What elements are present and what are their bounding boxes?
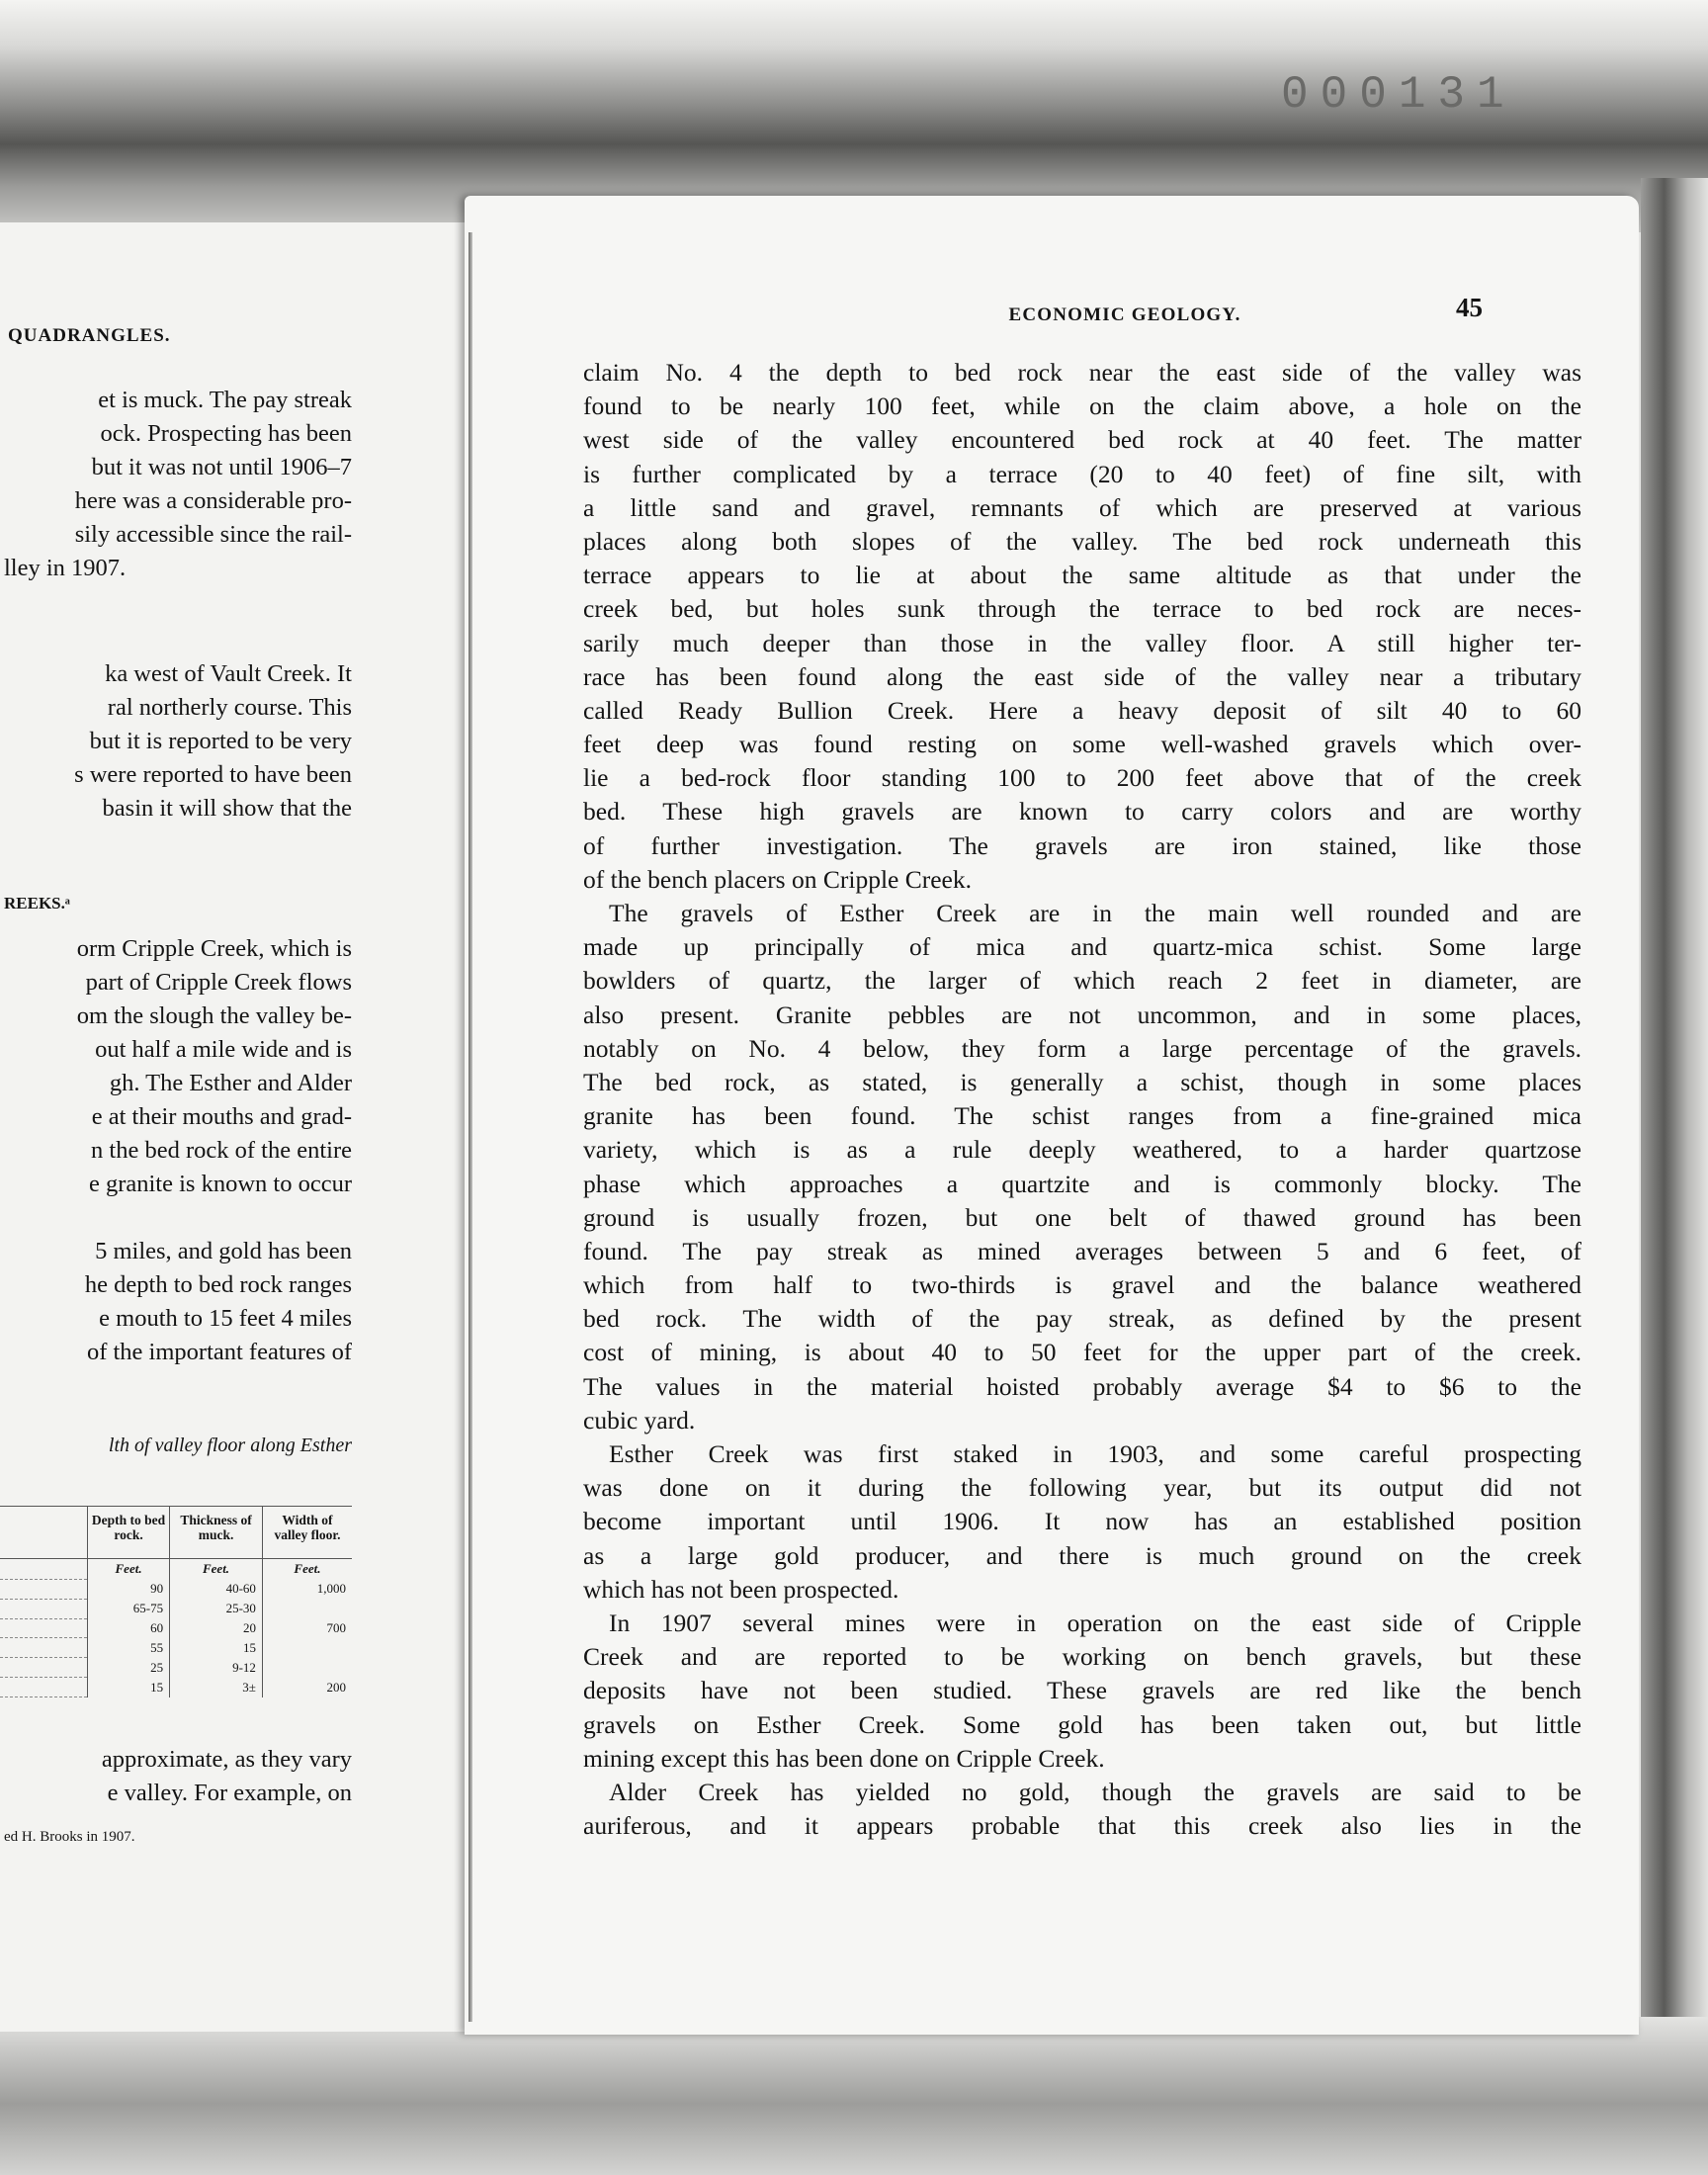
body-text-line: cost of mining, is about 40 to 50 feet for the upper part of the creek. <box>583 1338 1581 1367</box>
left-text-line: here was a considerable pro- <box>74 487 352 514</box>
body-text-line: creek bed, but holes sunk through the terrace to bed rock are neces- <box>583 594 1581 624</box>
table-dots <box>0 1599 88 1618</box>
left-footnote: ed H. Brooks in 1907. <box>4 1829 135 1845</box>
left-text-line: ral northerly course. This <box>107 694 352 721</box>
depth-table <box>0 1506 352 1697</box>
left-section-heading: REEKS.ᵃ <box>4 894 70 913</box>
page-gutter <box>469 232 472 2022</box>
left-text-line: part of Cripple Creek flows <box>85 969 352 996</box>
body-text-line: race has been found along the east side of the valley near a tributary <box>583 661 1581 691</box>
table-cell: 55 <box>88 1638 170 1658</box>
left-text-line: but it was not until 1906–7 <box>91 454 352 480</box>
table-cell: 1,000 <box>262 1579 352 1599</box>
body-text-line: sarily much deeper than those in the valley floor. A still higher ter- <box>583 628 1581 657</box>
body-text-line: lie a bed-rock floor standing 100 to 200 feet above that of the creek <box>583 763 1581 793</box>
table-caption: lth of valley floor along Esther <box>108 1435 352 1456</box>
table-cell: 20 <box>170 1618 263 1638</box>
table-header: Depth to bed rock. <box>88 1507 170 1559</box>
left-text-line: s were reported to have been <box>74 761 352 788</box>
body-text-line: which has not been prospected. <box>583 1574 899 1604</box>
body-text-line: also present. Granite pebbles are not uncommon, and in some places, <box>583 1000 1581 1029</box>
left-text-line: lley in 1907. <box>4 555 127 581</box>
body-text-line: was done on it during the following year, but its output did not <box>583 1473 1581 1503</box>
table-cell <box>262 1638 352 1658</box>
table-cell: 65-75 <box>88 1599 170 1618</box>
table-dots <box>0 1579 88 1599</box>
right-running-head: ECONOMIC GEOLOGY. <box>1008 304 1241 325</box>
table-unit: Feet. <box>262 1559 352 1579</box>
body-text-line: which from half to two-thirds is gravel and the balance weathered <box>583 1270 1581 1300</box>
body-text-line: called Ready Bullion Creek. Here a heavy deposit of silt 40 to 60 <box>583 695 1581 725</box>
table-dots <box>0 1559 88 1579</box>
table-unit: Feet. <box>88 1559 170 1579</box>
body-text-line: ground is usually frozen, but one belt of thawed ground has been <box>583 1202 1581 1232</box>
body-text-line: phase which approaches a quartzite and is commonly blocky. The <box>583 1169 1581 1198</box>
left-text-line: om the slough the valley be- <box>76 1002 352 1029</box>
left-text-line: gh. The Esther and Alder <box>109 1070 352 1096</box>
page-stamp: 000131 <box>1281 69 1516 121</box>
table-cell <box>262 1658 352 1678</box>
body-text-line: as a large gold producer, and there is much ground on the creek <box>583 1540 1581 1570</box>
table-row <box>0 1618 352 1638</box>
body-text-line: places along both slopes of the valley. The bed rock underneath this <box>583 526 1581 556</box>
left-text-line: basin it will show that the <box>102 795 352 822</box>
table-cell: 25 <box>88 1658 170 1678</box>
scan-shadow-bottom <box>0 2017 1708 2175</box>
table-cell: 700 <box>262 1618 352 1638</box>
left-text-line: e at their mouths and grad- <box>91 1103 352 1130</box>
left-text-line: e granite is known to occur <box>88 1171 352 1197</box>
left-text-line: but it is reported to be very <box>89 728 352 754</box>
table-row <box>0 1579 352 1599</box>
body-text-line: mining except this has been done on Cripple Creek. <box>583 1743 1105 1773</box>
table-row <box>0 1638 352 1658</box>
left-text-line: he depth to bed rock ranges <box>84 1271 352 1298</box>
table-unit: Feet. <box>170 1559 263 1579</box>
body-text-line: feet deep was found resting on some well-washed gravels which over- <box>583 730 1581 759</box>
page-number: 45 <box>1456 293 1483 322</box>
body-text-line: of further investigation. The gravels are iron stained, like those <box>583 830 1581 860</box>
body-text-line: found to be nearly 100 feet, while on the claim above, a hole on the <box>583 392 1581 421</box>
left-text-line: sily accessible since the rail- <box>74 521 352 548</box>
table-cell: 60 <box>88 1618 170 1638</box>
table-cell: 200 <box>262 1678 352 1697</box>
table-header-row <box>0 1507 352 1559</box>
body-text-line: The bed rock, as stated, is generally a schist, though in some places <box>583 1067 1581 1096</box>
body-text-line: Creek and are reported to be working on bench gravels, but these <box>583 1642 1581 1672</box>
left-text-line: e mouth to 15 feet 4 miles <box>99 1305 352 1332</box>
body-text-line: found. The pay streak as mined averages between 5 and 6 feet, of <box>583 1236 1581 1265</box>
body-text-line: The values in the material hoisted probably average $4 to $6 to the <box>583 1371 1581 1401</box>
body-text-line: The gravels of Esther Creek are in the main well rounded and are <box>609 899 1581 927</box>
left-text-line: ka west of Vault Creek. It <box>105 660 352 687</box>
left-running-head: QUADRANGLES. <box>8 325 171 346</box>
table-header: Width of valley floor. <box>262 1507 352 1559</box>
table-row <box>0 1599 352 1618</box>
body-text-line: In 1907 several mines were in operation on the east side of Cripple <box>609 1608 1581 1637</box>
left-text-line: n the bed rock of the entire <box>91 1137 352 1164</box>
table-row <box>0 1678 352 1697</box>
table-dots <box>0 1618 88 1638</box>
body-text-line: terrace appears to lie at about the same altitude as that under the <box>583 561 1581 590</box>
body-text-line: cubic yard. <box>583 1405 696 1435</box>
table-dots <box>0 1678 88 1697</box>
body-text-line: made up principally of mica and quartz-mica schist. Some large <box>583 932 1581 962</box>
body-text-line: is further complicated by a terrace (20 to 40 feet) of fine silt, with <box>583 459 1581 488</box>
body-text-line: claim No. 4 the depth to bed rock near the east side of the valley was <box>583 358 1581 387</box>
body-text-line: of the bench placers on Cripple Creek. <box>583 864 972 894</box>
table-cell <box>262 1599 352 1618</box>
left-text-line: out half a mile wide and is <box>95 1036 352 1063</box>
table-cell: 25-30 <box>170 1599 263 1618</box>
left-text-line: e valley. For example, on <box>107 1780 352 1806</box>
body-text-line: a little sand and gravel, remnants of which are preserved at various <box>583 492 1581 522</box>
left-text-line: orm Cripple Creek, which is <box>76 935 352 962</box>
table-cell: 15 <box>170 1638 263 1658</box>
table-cell: 15 <box>88 1678 170 1697</box>
body-text-line: variety, which is as a rule deeply weathered, to a harder quartzose <box>583 1135 1581 1165</box>
body-text-line: granite has been found. The schist ranges from a fine-grained mica <box>583 1101 1581 1131</box>
left-text-line: 5 miles, and gold has been <box>95 1238 352 1264</box>
body-text-line: bed rock. The width of the pay streak, as defined by the present <box>583 1304 1581 1334</box>
body-text-line: bed. These high gravels are known to carry colors and are worthy <box>583 797 1581 826</box>
table-row <box>0 1658 352 1678</box>
left-text-line: ock. Prospecting has been <box>100 420 352 447</box>
scan-shadow-right <box>1641 178 1708 2175</box>
table-cell: 90 <box>88 1579 170 1599</box>
table-header: Thickness of muck. <box>170 1507 263 1559</box>
left-text-line: approximate, as they vary <box>101 1746 352 1773</box>
body-text <box>583 356 1581 1878</box>
body-text-line: notably on No. 4 below, they form a large percentage of the gravels. <box>583 1033 1581 1063</box>
body-text-line: Esther Creek was first staked in 1903, and some careful prospecting <box>609 1439 1581 1468</box>
body-text-line: west side of the valley encountered bed rock at 40 feet. The matter <box>583 425 1581 455</box>
table-cell: 9-12 <box>170 1658 263 1678</box>
table-cell: 40-60 <box>170 1579 263 1599</box>
table-dots <box>0 1658 88 1678</box>
body-text-line: Alder Creek has yielded no gold, though the gravels are said to be <box>609 1777 1581 1806</box>
table-header-blank <box>0 1507 88 1559</box>
body-text-line: auriferous, and it appears probable that this creek also lies in the <box>583 1811 1581 1841</box>
left-text-line: et is muck. The pay streak <box>98 387 352 413</box>
body-text-line: deposits have not been studied. These gravels are red like the bench <box>583 1676 1581 1705</box>
left-text-line: of the important features of <box>86 1339 352 1365</box>
body-text-line: bowlders of quartz, the larger of which reach 2 feet in diameter, are <box>583 966 1581 996</box>
right-page <box>465 196 1639 2035</box>
table-dots <box>0 1638 88 1658</box>
body-text-line: gravels on Esther Creek. Some gold has been taken out, but little <box>583 1709 1581 1739</box>
table-unit-row <box>0 1559 352 1579</box>
body-text-line: become important until 1906. It now has an established position <box>583 1507 1581 1536</box>
table-cell: 3± <box>170 1678 263 1697</box>
left-page <box>0 222 465 2032</box>
